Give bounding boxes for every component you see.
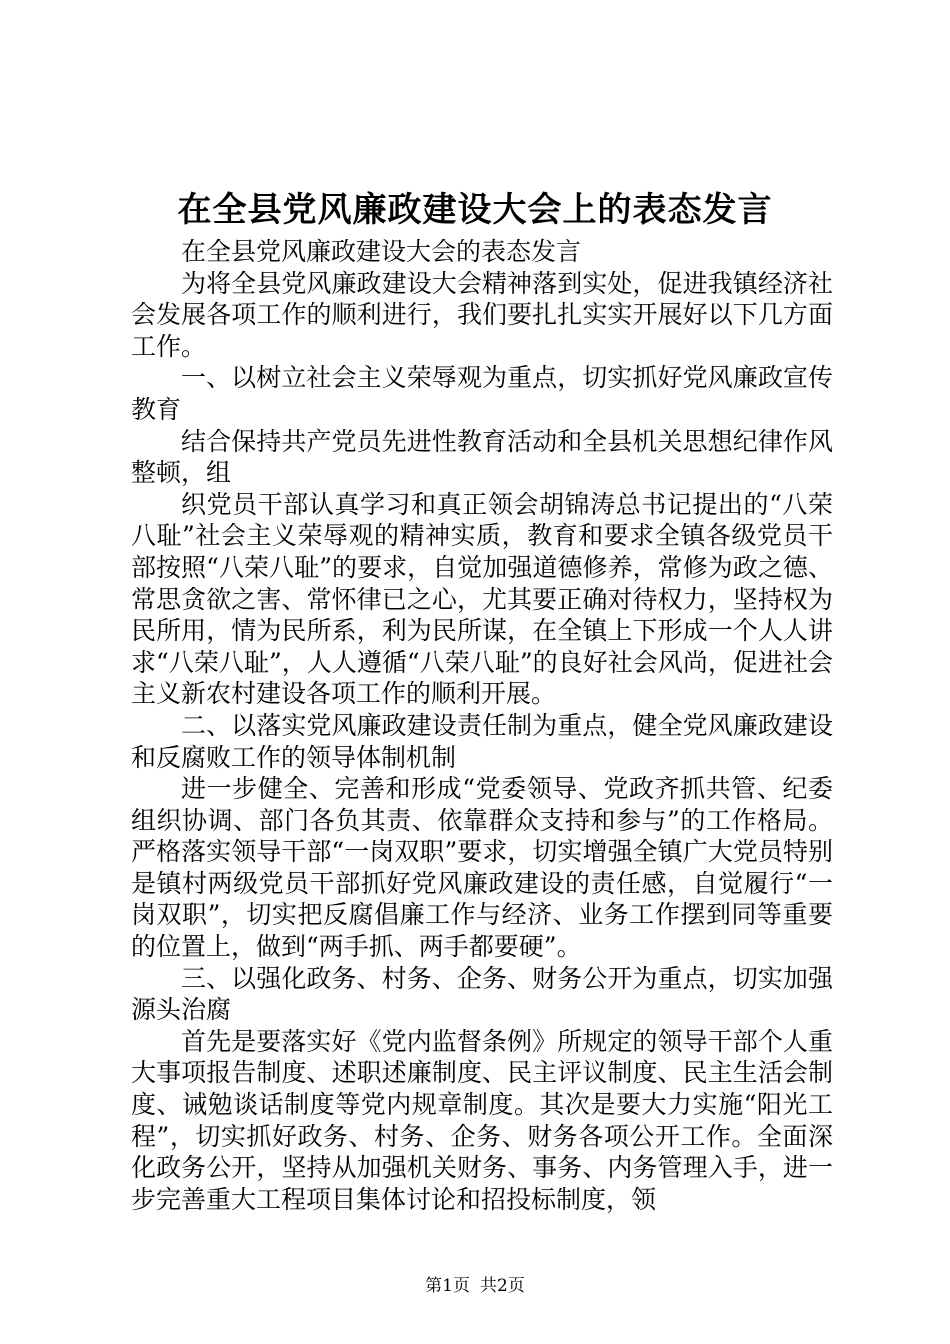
paragraph: 首先是要落实好《党内监督条例》所规定的领导干部个人重大事项报告制度、述职述廉制度、民主评议制度、民主生活会制度、诫勉谈话制度等党内规章制度。其次是要大力实施“阳光工程”，切实抓好政务、村务、企务、财务各项公开工作。全面深化政务公开，坚持从加强机关财务、事务、内务管理入手，进一步完善重大工程项目集体讨论和招投标制度，领 xyxy=(131,1026,833,1214)
section-heading-3: 三、以强化政务、村务、企务、财务公开为重点，切实加强源头治腐 xyxy=(131,963,833,1025)
page-total: 共2页 xyxy=(480,1276,525,1296)
paragraph: 进一步健全、完善和形成“党委领导、党政齐抓共管、纪委组织协调、部门各负其责、依靠群众支持和参与”的工作格局。严格落实领导干部“一岗双职”要求，切实增强全镇广大党员特别是镇村两级党员干部抓好党风廉政建设的责任感，自觉履行“一岗双职”，切实把反腐倡廉工作与经济、业务工作摆到同等重要的位置上，做到“两手抓、两手都要硬”。 xyxy=(131,774,833,962)
section-heading-2: 二、以落实党风廉政建设责任制为重点，健全党风廉政建设和反腐败工作的领导体制机制 xyxy=(131,710,833,772)
document-body xyxy=(131,236,833,1215)
paragraph: 结合保持共产党员先进性教育活动和全县机关思想纪律作风整顿，组 xyxy=(131,426,833,488)
paragraph-intro: 为将全县党风廉政建设大会精神落到实处，促进我镇经济社会发展各项工作的顺利进行，我们要扎扎实实开展好以下几方面工作。 xyxy=(131,268,833,361)
page-number: 第1页 xyxy=(425,1276,470,1296)
section-heading-1: 一、以树立社会主义荣辱观为重点，切实抓好党风廉政宣传教育 xyxy=(131,363,833,424)
paragraph-subtitle: 在全县党风廉政建设大会的表态发言 xyxy=(181,237,582,266)
document-title: 在全县党风廉政建设大会上的表态发言 xyxy=(177,190,773,230)
paragraph: 织党员干部认真学习和真正领会胡锦涛总书记提出的“八荣八耻”社会主义荣辱观的精神实质，教育和要求全镇各级党员干部按照“八荣八耻”的要求，自觉加强道德修养，常修为政之德、常思贪欲之害、常怀律已之心，尤其要正确对待权力，坚持权为民所用，情为民所系，利为民所谋，在全镇上下形成一个人人讲求“八荣八耻”，人人遵循“八荣八耻”的良好社会风尚，促进社会主义新农村建设各项工作的顺利开展。 xyxy=(131,489,833,709)
page-footer xyxy=(0,1274,950,1298)
